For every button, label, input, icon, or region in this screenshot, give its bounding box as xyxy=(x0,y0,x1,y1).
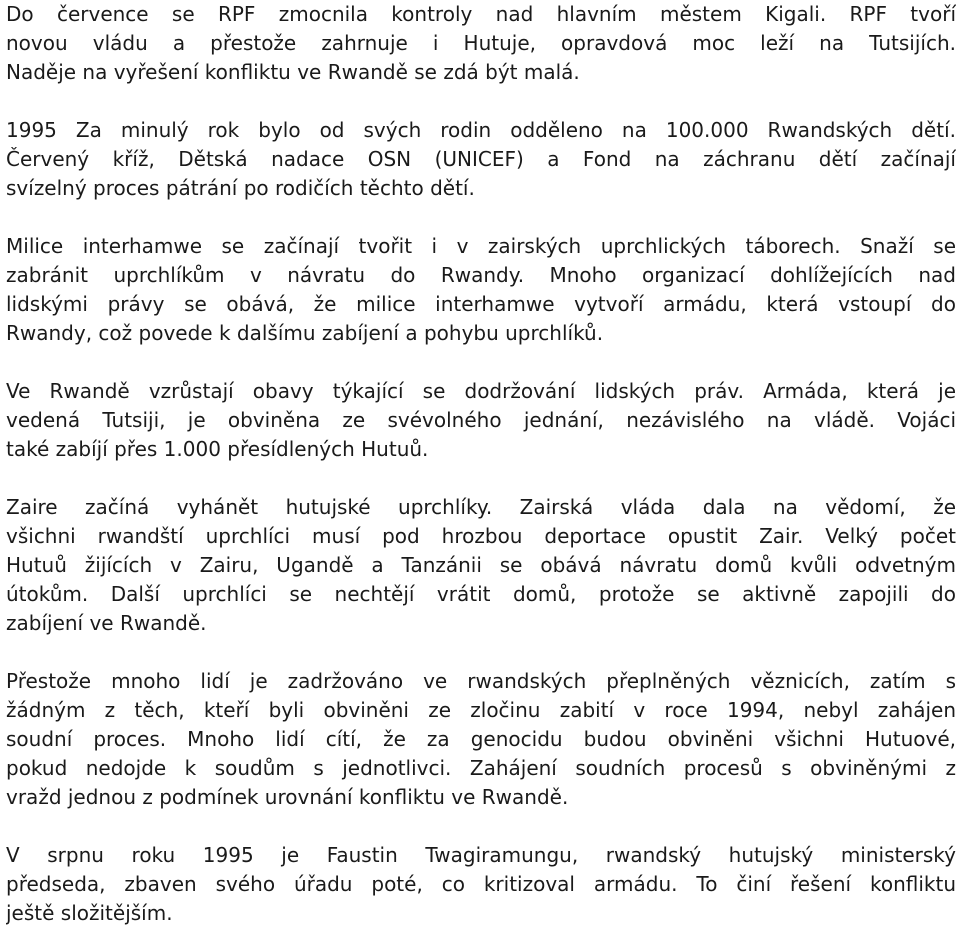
paragraph-line: předseda, zbaven svého úřadu poté, co kritizoval armádu. To činí řešení konfliktu xyxy=(6,872,956,896)
paragraph-6 xyxy=(6,667,956,812)
paragraph-line: V srpnu roku 1995 je Faustin Twagiramungu, rwandský hutujský ministerský xyxy=(6,843,956,867)
paragraph-4 xyxy=(6,377,956,464)
paragraph-7 xyxy=(6,841,956,928)
paragraph-line: zabránit uprchlíkům v návratu do Rwandy. Mnoho organizací dohlížejících nad xyxy=(6,263,956,287)
paragraph-line: Červený kříž, Dětská nadace OSN (UNICEF) a Fond na záchranu dětí začínají xyxy=(6,147,956,171)
paragraph-2 xyxy=(6,116,956,203)
paragraph-line: svízelný proces pátrání po rodičích těchto dětí. xyxy=(6,176,475,200)
paragraph-line: Ve Rwandě vzrůstají obavy týkající se dodržování lidských práv. Armáda, která je xyxy=(6,379,956,403)
paragraph-line: Hutuů žijících v Zairu, Ugandě a Tanzánii se obává návratu domů kvůli odvetným xyxy=(6,553,956,577)
paragraph-line: Do července se RPF zmocnila kontroly nad hlavním městem Kigali. RPF tvoří xyxy=(6,2,956,26)
paragraph-line: lidskými právy se obává, že milice interhamwe vytvoří armádu, která vstoupí do xyxy=(6,292,956,316)
paragraph-line: všichni rwandští uprchlíci musí pod hrozbou deportace opustit Zair. Velký počet xyxy=(6,524,956,548)
paragraph-5 xyxy=(6,493,956,638)
paragraph-line: také zabíjí přes 1.000 přesídlených Hutuů. xyxy=(6,437,429,461)
paragraph-line: ještě složitějším. xyxy=(6,901,173,925)
paragraph-line: pokud nedojde k soudům s jednotlivci. Zahájení soudních procesů s obviněnými z xyxy=(6,756,956,780)
paragraph-line: novou vládu a přestože zahrnuje i Hutuje, opravdová moc leží na Tutsijích. xyxy=(6,31,956,55)
paragraph-3 xyxy=(6,232,956,348)
paragraph-line: Naděje na vyřešení konfliktu ve Rwandě se zdá být malá. xyxy=(6,60,580,84)
paragraph-line: Milice interhamwe se začínají tvořit i v zairských uprchlických táborech. Snaží se xyxy=(6,234,956,258)
paragraph-line: útokům. Další uprchlíci se nechtějí vrátit domů, protože se aktivně zapojili do xyxy=(6,582,956,606)
paragraph-line: Přestože mnoho lidí je zadržováno ve rwandských přeplněných věznicích, zatím s xyxy=(6,669,956,693)
paragraph-line: Zaire začíná vyhánět hutujské uprchlíky. Zairská vláda dala na vědomí, že xyxy=(6,495,956,519)
paragraph-line: vražd jednou z podmínek urovnání konfliktu ve Rwandě. xyxy=(6,785,569,809)
paragraph-1 xyxy=(6,0,956,87)
paragraph-line: zabíjení ve Rwandě. xyxy=(6,611,207,635)
paragraph-line: 1995 Za minulý rok bylo od svých rodin odděleno na 100.000 Rwandských dětí. xyxy=(6,118,956,142)
paragraph-line: vedená Tutsiji, je obviněna ze svévolného jednání, nezávislého na vládě. Vojáci xyxy=(6,408,956,432)
paragraph-line: žádným z těch, kteří byli obviněni ze zločinu zabití v roce 1994, nebyl zahájen xyxy=(6,698,956,722)
paragraph-line: soudní proces. Mnoho lidí cítí, že za genocidu budou obviněni všichni Hutuové, xyxy=(6,727,956,751)
paragraph-line: Rwandy, což povede k dalšímu zabíjení a pohybu uprchlíků. xyxy=(6,321,604,345)
